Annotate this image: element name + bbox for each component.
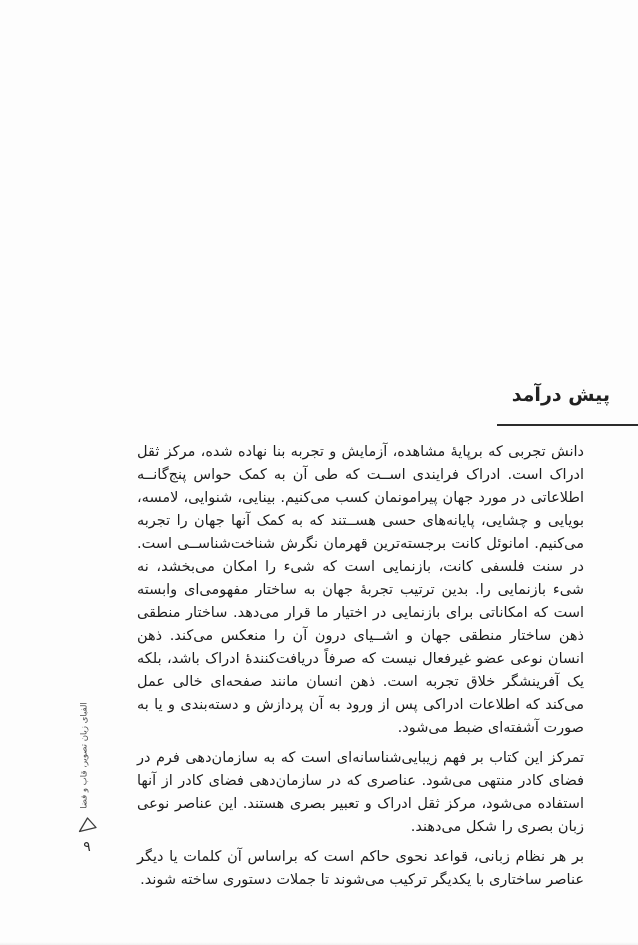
triangle-logo-icon bbox=[76, 815, 100, 836]
paragraph: تمرکز این کتاب بر فهم زیبایی‌شناسانه‌ای است که به سازمان‌دهی فرم در فضای کادر منتهی می‌شود. عناصری که در سازمان‌دهی فضای کادر از آنها استفاده می‌شود، مرکز ثقل ادراک و تعبیر بصری هستند. این عناصر نوعی زبان بصری را شکل می‌دهند. bbox=[137, 750, 584, 835]
side-book-title: الفبای زبان تصویر، قاب و فضا bbox=[79, 702, 90, 809]
paragraph: بر هر نظام زبانی، قواعد نحوی حاکم است که براساس آن کلمات یا دیگر عناصر ساختاری با یکدیگر ترکیب می‌شوند تا جملات دستوری ساخته شوند. bbox=[137, 849, 584, 888]
page-title: پیش درآمد bbox=[511, 384, 610, 406]
body-text bbox=[137, 441, 584, 892]
heading-rule bbox=[497, 424, 638, 426]
page-number: ۹ bbox=[83, 839, 91, 855]
paragraph: دانش تجربی که برپایهٔ مشاهده، آزمایش و تجربه بنا نهاده شده، مرکز ثقل ادراک است. ادراک فرایندی اســت که طی آن به کمک حواس پنج‌گانــه اطلاعاتی در مورد جهان پیرامونمان کسب می‌کنیم. بینایی، شنوایی، لامسه، بویایی و چشایی، پایانه‌های حسی هســتند که به کمک آنها جهان را تجربه می‌کنیم. امانوئل کانت برجسته‌ترین قهرمان نگرش شناخت‌شناســی است. در سنت فلسفی کانت، بازنمایی است که شیء را امکان می‌بخشد، نه شیء بازنمایی را. بدین ترتیب تجربهٔ جهان به ساختار مفهومی‌ای وابسته است که امکاناتی برای بازنمایی در اختیار ما قرار می‌دهد. ساختار منطقی ذهن ساختار منطقی جهان و اشــیای درون آن را منعکس می‌کند. ذهن انسان نوعی عضو غیرفعال نیست که صرفاً دریافت‌کنندهٔ ادراک باشد، بلکه یک آفرینشگر خلاق تجربه است. ذهن انسان مانند صفحه‌ای خالی عمل می‌کند که اطلاعات ادراکی پس از ورود به آن پردازش و دسته‌بندی و یا به صورت آشفته‌ای ضبط می‌شود. bbox=[137, 444, 584, 736]
